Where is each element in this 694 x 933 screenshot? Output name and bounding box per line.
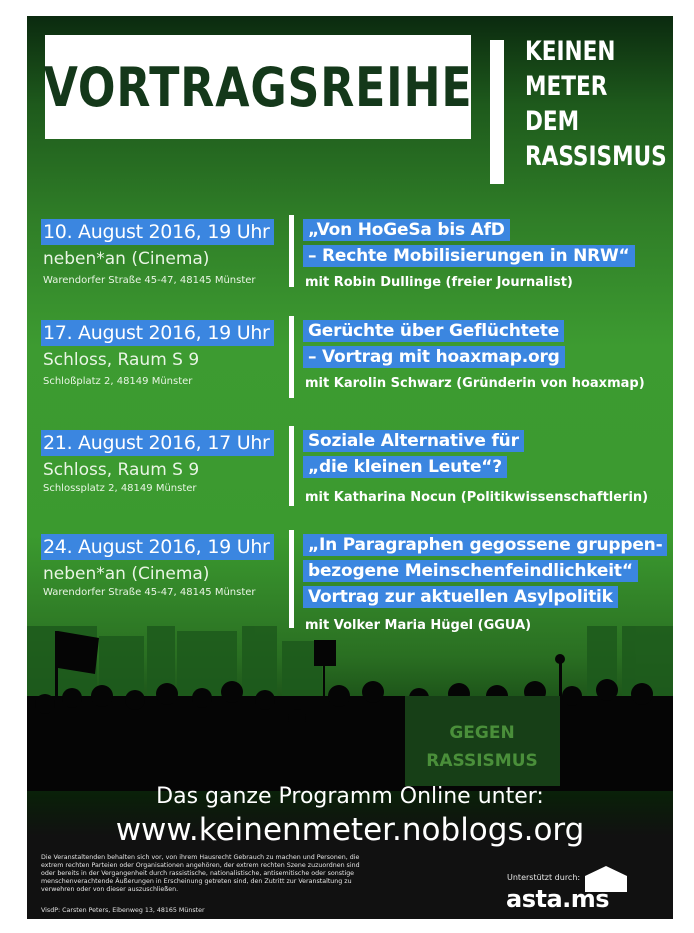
event-address: Schlossplatz 2, 48149 Münster	[43, 483, 197, 494]
event-address: Warendorfer Straße 45-47, 48145 Münster	[43, 587, 256, 598]
event-venue: neben*an (Cinema)	[43, 249, 210, 269]
slogan-line: RASSISMUS	[525, 141, 667, 172]
event-poster	[27, 16, 673, 919]
talk-speaker: mit Robin Dullinge (freier Journalist)	[305, 275, 573, 290]
banner-line-2: RASSISMUS	[426, 751, 538, 771]
date-text: 24. August 2016,	[43, 536, 202, 558]
slogan-divider	[490, 40, 504, 184]
supporter-logo: asta.ms	[506, 885, 610, 913]
event-address: Schloßplatz 2, 48149 Münster	[43, 376, 193, 387]
talk-title-line: Vortrag zur aktuellen Asylpolitik	[303, 586, 618, 608]
date-text: 10. August 2016,	[43, 221, 202, 243]
event-talk	[303, 534, 667, 633]
slogan-line: METER	[525, 71, 608, 102]
event-date	[41, 219, 274, 245]
date-text: 21. August 2016,	[43, 432, 202, 454]
event-address: Warendorfer Straße 45-47, 48145 Münster	[43, 275, 256, 286]
talk-speaker: mit Volker Maria Hügel (GGUA)	[305, 618, 532, 633]
supported-by-label: Unterstützt durch:	[507, 873, 581, 882]
event-divider	[289, 316, 294, 398]
event-date	[41, 430, 274, 456]
event-venue: Schloss, Raum S 9	[43, 350, 200, 370]
time-text: 17 Uhr	[207, 432, 270, 454]
talk-title-line: Gerüchte über Geflüchtete	[303, 320, 564, 342]
slogan-line: DEM	[525, 106, 580, 137]
event-date	[41, 534, 274, 560]
event-date	[41, 320, 274, 346]
talk-title-line: bezogene Meinschenfeindlichkeit“	[303, 560, 638, 582]
event-venue: Schloss, Raum S 9	[43, 460, 200, 480]
talk-title-line: – Vortrag mit hoaxmap.org	[303, 346, 565, 368]
slogan	[525, 34, 667, 174]
program-url: www.keinenmeter.noblogs.org	[115, 812, 585, 848]
poster-title: VORTRAGSREIHE	[43, 55, 473, 119]
visdp-notice: VisdP: Carsten Peters, Eibenweg 13, 48165 Münster	[41, 907, 205, 914]
title-box	[45, 35, 471, 139]
event-talk	[303, 219, 635, 290]
banner-line-1: GEGEN	[449, 723, 515, 743]
program-label: Das ganze Programm Online unter:	[156, 784, 544, 809]
event-divider	[289, 530, 294, 628]
event-talk	[303, 430, 648, 505]
slogan-line: KEINEN	[525, 36, 616, 67]
time-text: 19 Uhr	[207, 322, 270, 344]
time-text: 19 Uhr	[207, 536, 270, 558]
crowd-silhouette	[27, 626, 673, 791]
event-talk	[303, 320, 645, 391]
time-text: 19 Uhr	[207, 221, 270, 243]
talk-speaker: mit Katharina Nocun (Politikwissenschaftlerin)	[305, 490, 649, 505]
talk-title-line: „Von HoGeSa bis AfD	[303, 219, 510, 241]
event-venue: neben*an (Cinema)	[43, 564, 210, 584]
talk-speaker: mit Karolin Schwarz (Gründerin von hoaxmap)	[305, 376, 645, 391]
event-divider	[289, 215, 294, 287]
talk-title-line: Soziale Alternative für	[303, 430, 524, 452]
talk-title-line: „In Paragraphen gegossene gruppen-	[303, 534, 667, 556]
disclaimer: Die Veranstaltenden behalten sich vor, von ihrem Hausrecht Gebrauch zu machen und Personen, die extrem rechten Parteien oder Organisationen angehören, der extrem rechten Szene zuzuordnen sind oder bereits in der Vergangenheit durch rassistische, nationalistische, antisemitische oder sonstige menschenverachtende Äußerungen in Erscheinung getreten sind, den Zutritt zur Veranstaltung zu verwehren oder von dieser auszuschließen.	[41, 854, 360, 893]
event-divider	[289, 426, 294, 506]
talk-title-line: – Rechte Mobilisierungen in NRW“	[303, 245, 635, 267]
date-text: 17. August 2016,	[43, 322, 202, 344]
talk-title-line: „die kleinen Leute“?	[303, 456, 507, 478]
